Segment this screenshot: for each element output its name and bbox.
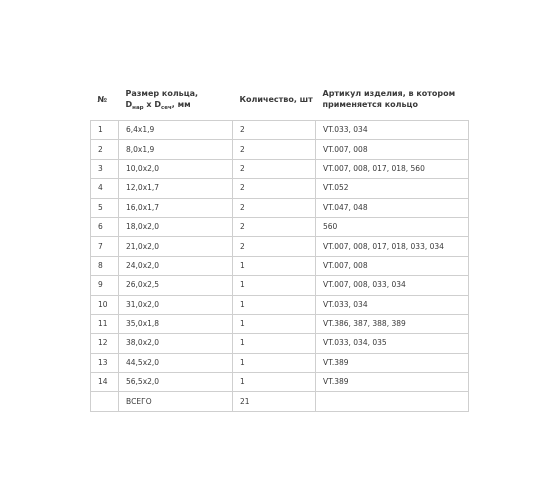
cell-qty: 2 <box>233 140 316 159</box>
total-qty: 21 <box>233 392 316 411</box>
cell-size: 31,0x2,0 <box>119 295 233 314</box>
cell-article: VT.386, 387, 388, 389 <box>316 314 469 333</box>
cell-num: 1 <box>91 121 119 140</box>
cell-article: VT.033, 034 <box>316 295 469 314</box>
table-row <box>91 198 469 217</box>
cell-size: 21,0x2,0 <box>119 237 233 256</box>
cell-num: 4 <box>91 179 119 198</box>
rings-table <box>90 80 469 412</box>
header-num: № <box>91 80 119 121</box>
header-qty: Количество, шт <box>233 80 316 121</box>
cell-size: 18,0x2,0 <box>119 217 233 236</box>
cell-qty: 2 <box>233 217 316 236</box>
cell-qty: 2 <box>233 159 316 178</box>
cell-num: 6 <box>91 217 119 236</box>
cell-article: VT.033, 034, 035 <box>316 334 469 353</box>
cell-num: 9 <box>91 276 119 295</box>
total-label: ВСЕГО <box>119 392 233 411</box>
header-row <box>91 80 469 121</box>
header-size-line1: Размер кольца, <box>125 89 199 98</box>
header-size-d1-sub: нар <box>132 105 144 111</box>
cell-article: VT.007, 008, 017, 018, 033, 034 <box>316 237 469 256</box>
header-size-d1: D <box>125 100 133 109</box>
table-row <box>91 353 469 372</box>
table-row <box>91 295 469 314</box>
cell-size: 12,0x1,7 <box>119 179 233 198</box>
cell-size: 24,0x2,0 <box>119 256 233 275</box>
header-size <box>119 80 233 121</box>
cell-size: 35,0x1,8 <box>119 314 233 333</box>
table-row <box>91 237 469 256</box>
cell-num: 7 <box>91 237 119 256</box>
table-row <box>91 314 469 333</box>
cell-article: VT.389 <box>316 373 469 392</box>
cell-size: 6,4x1,9 <box>119 121 233 140</box>
table-body <box>91 121 469 412</box>
cell-size: 38,0x2,0 <box>119 334 233 353</box>
cell-qty: 1 <box>233 373 316 392</box>
cell-num: 14 <box>91 373 119 392</box>
cell-article: VT.033, 034 <box>316 121 469 140</box>
cell-article: VT.047, 048 <box>316 198 469 217</box>
cell-num: 11 <box>91 314 119 333</box>
cell-num <box>91 392 119 411</box>
cell-num: 13 <box>91 353 119 372</box>
cell-num: 5 <box>91 198 119 217</box>
table-row <box>91 159 469 178</box>
cell-article: VT.007, 008, 033, 034 <box>316 276 469 295</box>
cell-qty: 1 <box>233 276 316 295</box>
cell-qty: 2 <box>233 121 316 140</box>
cell-size: 10,0x2,0 <box>119 159 233 178</box>
cell-article: VT.052 <box>316 179 469 198</box>
header-size-unit: , мм <box>171 100 191 109</box>
table-row <box>91 276 469 295</box>
header-article: Артикул изделия, в котором применяется кольцо <box>316 80 469 121</box>
cell-num: 3 <box>91 159 119 178</box>
cell-qty: 2 <box>233 198 316 217</box>
cell-num: 10 <box>91 295 119 314</box>
cell-size: 44,5x2,0 <box>119 353 233 372</box>
cell-qty: 1 <box>233 295 316 314</box>
table-row <box>91 140 469 159</box>
cell-article: VT.007, 008, 017, 018, 560 <box>316 159 469 178</box>
table-row <box>91 217 469 236</box>
cell-qty: 2 <box>233 237 316 256</box>
cell-num: 12 <box>91 334 119 353</box>
cell-qty: 1 <box>233 353 316 372</box>
cell-article: VT.007, 008 <box>316 140 469 159</box>
cell-article: 560 <box>316 217 469 236</box>
table-row <box>91 334 469 353</box>
header-size-x: x D <box>143 100 161 109</box>
cell-size: 56,5x2,0 <box>119 373 233 392</box>
table-header <box>91 80 469 121</box>
table-row <box>91 121 469 140</box>
cell-size: 26,0x2,5 <box>119 276 233 295</box>
cell-size: 8,0x1,9 <box>119 140 233 159</box>
total-row <box>91 392 469 411</box>
cell-qty: 1 <box>233 334 316 353</box>
cell-qty: 2 <box>233 179 316 198</box>
header-size-d2-sub: сеч <box>160 105 172 111</box>
table-row <box>91 373 469 392</box>
cell-article <box>316 392 469 411</box>
cell-size: 16,0x1,7 <box>119 198 233 217</box>
cell-article: VT.389 <box>316 353 469 372</box>
cell-qty: 1 <box>233 256 316 275</box>
cell-qty: 1 <box>233 314 316 333</box>
table-row <box>91 256 469 275</box>
cell-num: 2 <box>91 140 119 159</box>
cell-num: 8 <box>91 256 119 275</box>
table-row <box>91 179 469 198</box>
cell-article: VT.007, 008 <box>316 256 469 275</box>
